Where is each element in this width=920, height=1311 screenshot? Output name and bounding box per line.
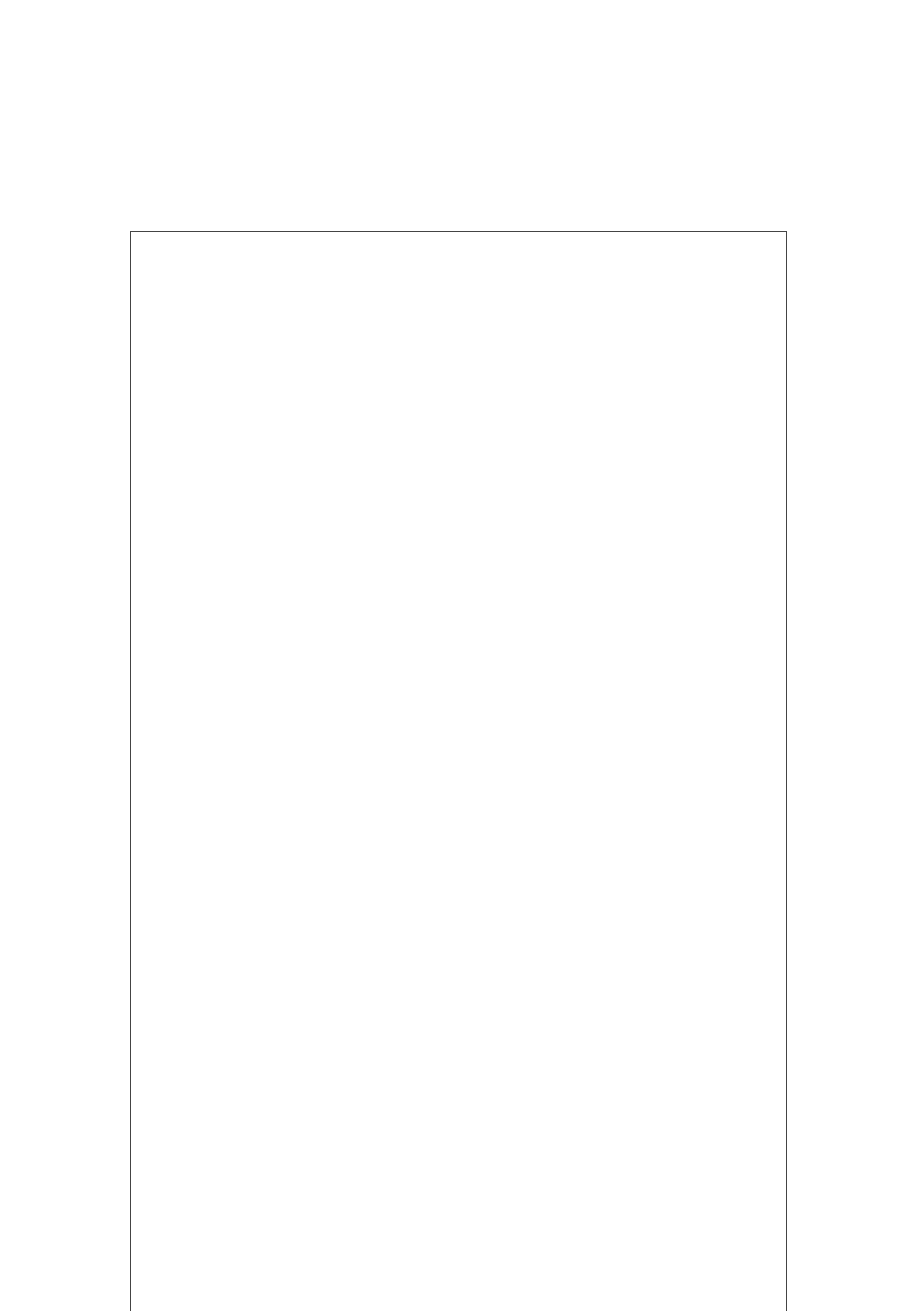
bordered-section-box <box>130 231 787 1311</box>
